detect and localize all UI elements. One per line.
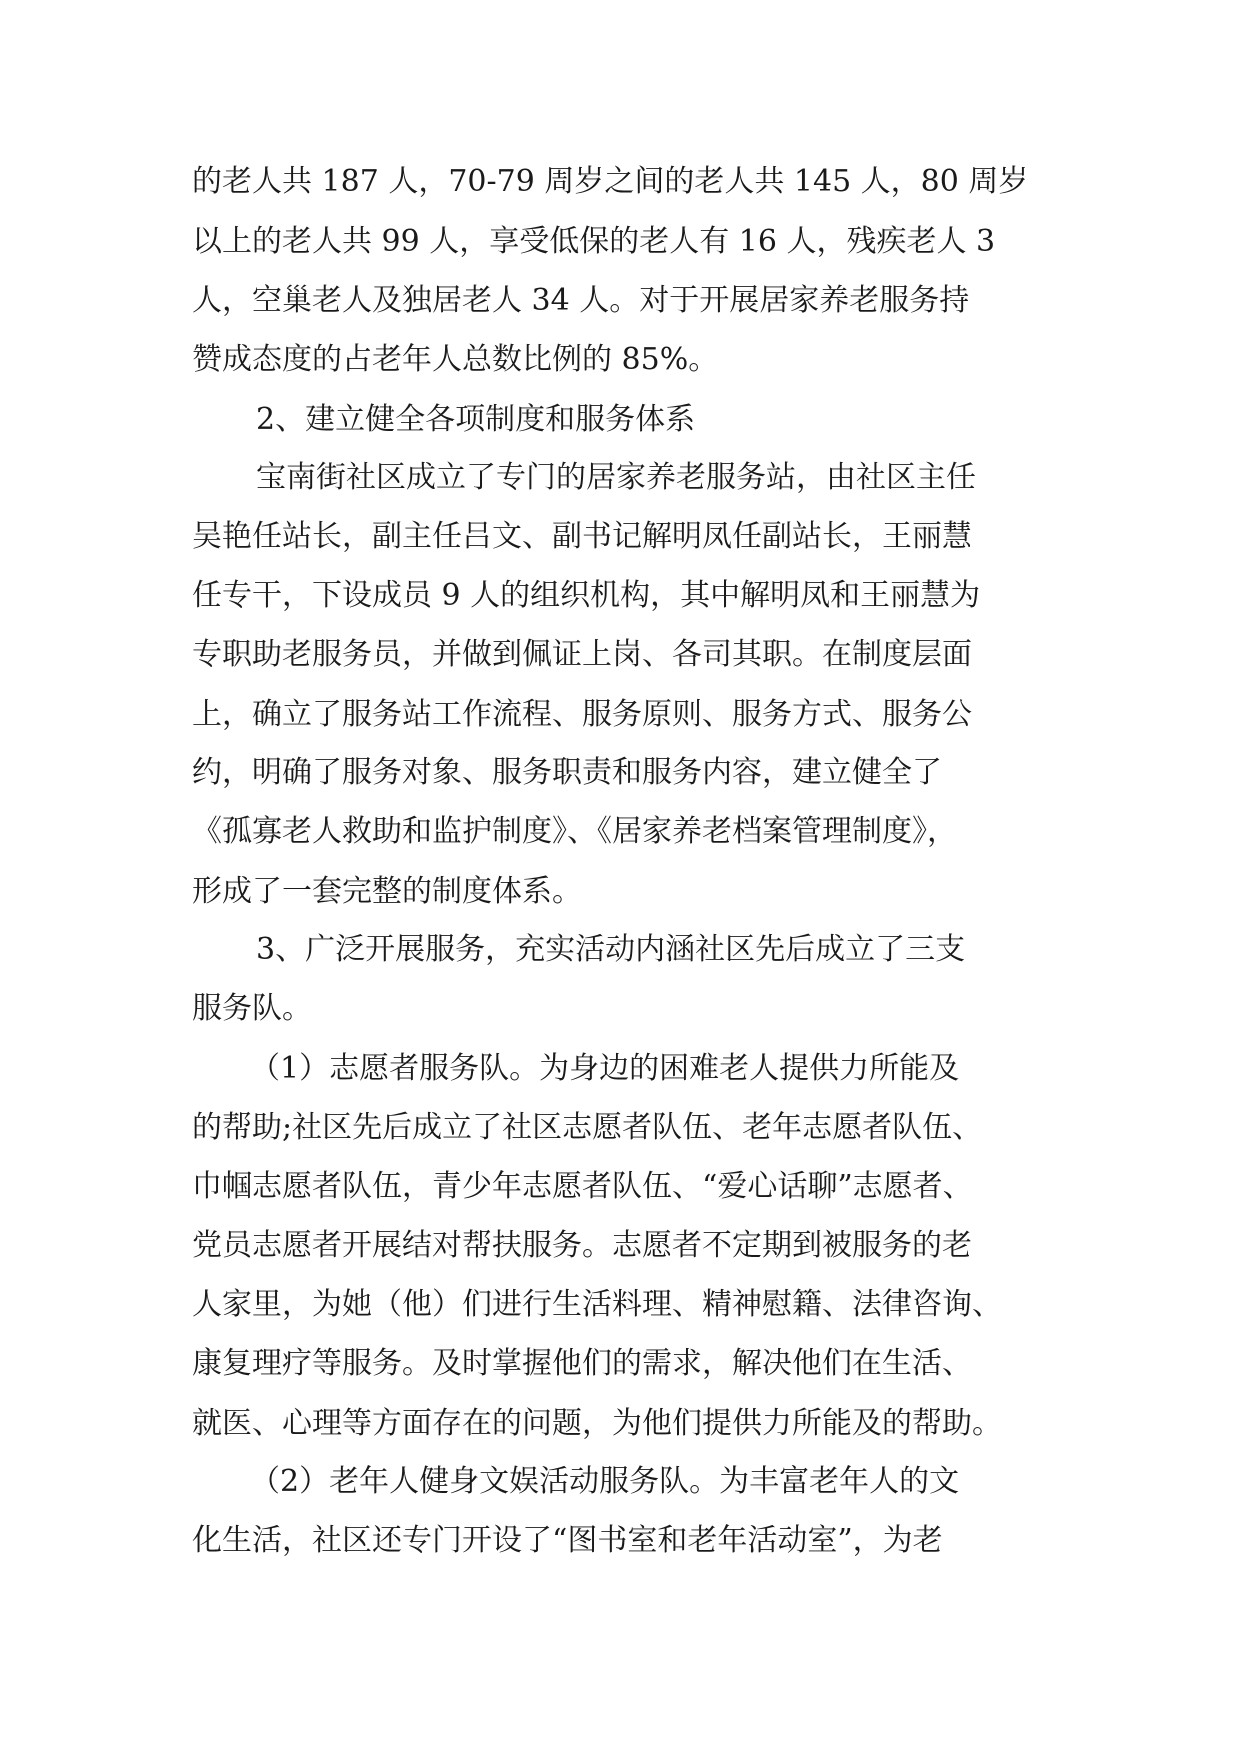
text-line: 人家里，为她（他）们进行生活料理、精神慰籍、法律咨询、	[192, 1287, 1002, 1322]
text-line: 的老人共 187 人，70-79 周岁之间的老人共 145 人，80 周岁	[192, 164, 1029, 199]
text-line: 赞成态度的占老年人总数比例的 85%。	[192, 342, 719, 377]
text-line: 康复理疗等服务。及时掌握他们的需求，解决他们在生活、	[192, 1346, 972, 1381]
subsection-heading: （2）老年人健身文娱活动服务队。为丰富老年人的文	[250, 1464, 960, 1499]
text-line: 专职助老服务员，并做到佩证上岗、各司其职。在制度层面	[192, 637, 972, 672]
section-heading: 3、广泛开展服务，充实活动内涵社区先后成立了三支	[256, 932, 966, 967]
text-line: 服务队。	[192, 991, 312, 1026]
text-line: 化生活，社区还专门开设了“图书室和老年活动室”，为老	[192, 1523, 943, 1558]
text-line: 巾帼志愿者队伍，青少年志愿者队伍、“爱心话聊”志愿者、	[192, 1169, 973, 1204]
text-line: 的帮助;社区先后成立了社区志愿者队伍、老年志愿者队伍、	[192, 1110, 983, 1145]
text-line: 约，明确了服务对象、服务职责和服务内容，建立健全了	[192, 755, 942, 790]
text-line: 形成了一套完整的制度体系。	[192, 874, 582, 909]
section-heading: 2、建立健全各项制度和服务体系	[256, 402, 696, 437]
text-line: 党员志愿者开展结对帮扶服务。志愿者不定期到被服务的老	[192, 1228, 972, 1263]
text-line: 人，空巢老人及独居老人 34 人。对于开展居家养老服务持	[192, 283, 970, 318]
text-line: 宝南街社区成立了专门的居家养老服务站，由社区主任	[256, 460, 976, 495]
subsection-heading: （1）志愿者服务队。为身边的困难老人提供力所能及	[250, 1051, 960, 1086]
text-line: 《孤寡老人救助和监护制度》、《居家养老档案管理制度》，	[192, 814, 957, 849]
text-line: 吴艳任站长，副主任吕文、副书记解明凤任副站长，王丽慧	[192, 519, 972, 554]
text-line: 就医、心理等方面存在的问题，为他们提供力所能及的帮助。	[192, 1406, 1002, 1441]
text-line: 任专干，下设成员 9 人的组织机构，其中解明凤和王丽慧为	[192, 578, 981, 613]
text-line: 以上的老人共 99 人，享受低保的老人有 16 人，残疾老人 3	[192, 224, 996, 259]
text-line: 上，确立了服务站工作流程、服务原则、服务方式、服务公	[192, 697, 972, 732]
